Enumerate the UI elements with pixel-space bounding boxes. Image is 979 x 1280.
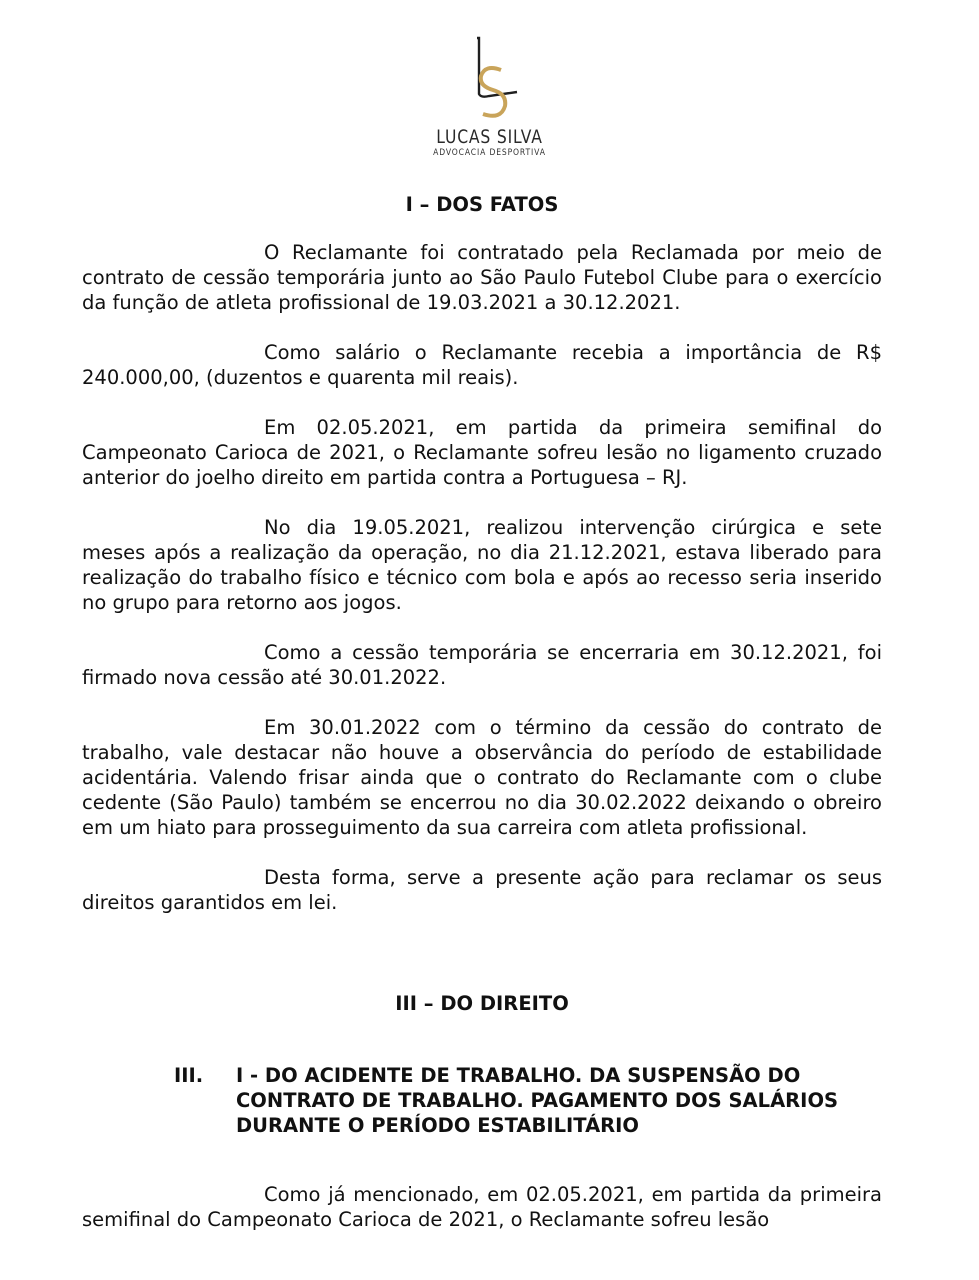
paragraph: Como já mencionado, em 02.05.2021, em partida da primeira semifinal do Campeonato Carioca de 2021, o Reclamante sofreu lesão	[82, 1183, 882, 1231]
paragraph: No dia 19.05.2021, realizou intervenção cirúrgica e sete meses após a realização da operação, no dia 21.12.2021, estava liberado para realização do trabalho físico e técnico com bola e após ao recesso seria inserido no grupo para retorno aos jogos.	[82, 516, 882, 614]
paragraph: Como a cessão temporária se encerraria em 30.12.2021, foi firmado nova cessão até 30.01.2022.	[82, 641, 882, 689]
subsection-title: I - DO ACIDENTE DE TRABALHO. DA SUSPENSÃO DO CONTRATO DE TRABALHO. PAGAMENTO DOS SALÁRIOS DURANTE O PERÍODO ESTABILITÁRIO	[236, 1064, 839, 1137]
ls-monogram-icon	[455, 34, 525, 124]
paragraph: Em 30.01.2022 com o término da cessão do contrato de trabalho, vale destacar não houve a observância do período de estabilidade acidentária. Valendo frisar ainda que o contrato do Reclamante com o clube cedente (São Paulo) também se encerrou no dia 30.02.2022 deixando o obreiro em um hiato para prosseguimento da sua carreira com atleta profissional.	[82, 716, 882, 839]
section-title-direito: III – DO DIREITO	[395, 992, 569, 1015]
document-body	[82, 193, 882, 1232]
paragraph: Em 02.05.2021, em partida da primeira semifinal do Campeonato Carioca de 2021, o Reclamante sofreu lesão no ligamento cruzado anterior do joelho direito em partida contra a Portuguesa – RJ.	[82, 416, 882, 489]
section-title-fatos: I – DOS FATOS	[405, 193, 559, 216]
subsection-heading	[174, 1063, 882, 1138]
subsection-number: III.	[174, 1064, 204, 1087]
logo-name: LUCAS SILVA	[436, 126, 543, 148]
paragraph: O Reclamante foi contratado pela Reclamada por meio de contrato de cessão temporária junto ao São Paulo Futebol Clube para o exercício da função de atleta profissional de 19.03.2021 a 30.12.2021.	[82, 241, 882, 314]
paragraph: Desta forma, serve a presente ação para reclamar os seus direitos garantidos em lei.	[82, 866, 882, 914]
logo	[0, 34, 979, 158]
logo-subtitle: ADVOCACIA DESPORTIVA	[433, 148, 546, 158]
paragraph: Como salário o Reclamante recebia a importância de R$ 240.000,00, (duzentos e quarenta mil reais).	[82, 341, 882, 389]
